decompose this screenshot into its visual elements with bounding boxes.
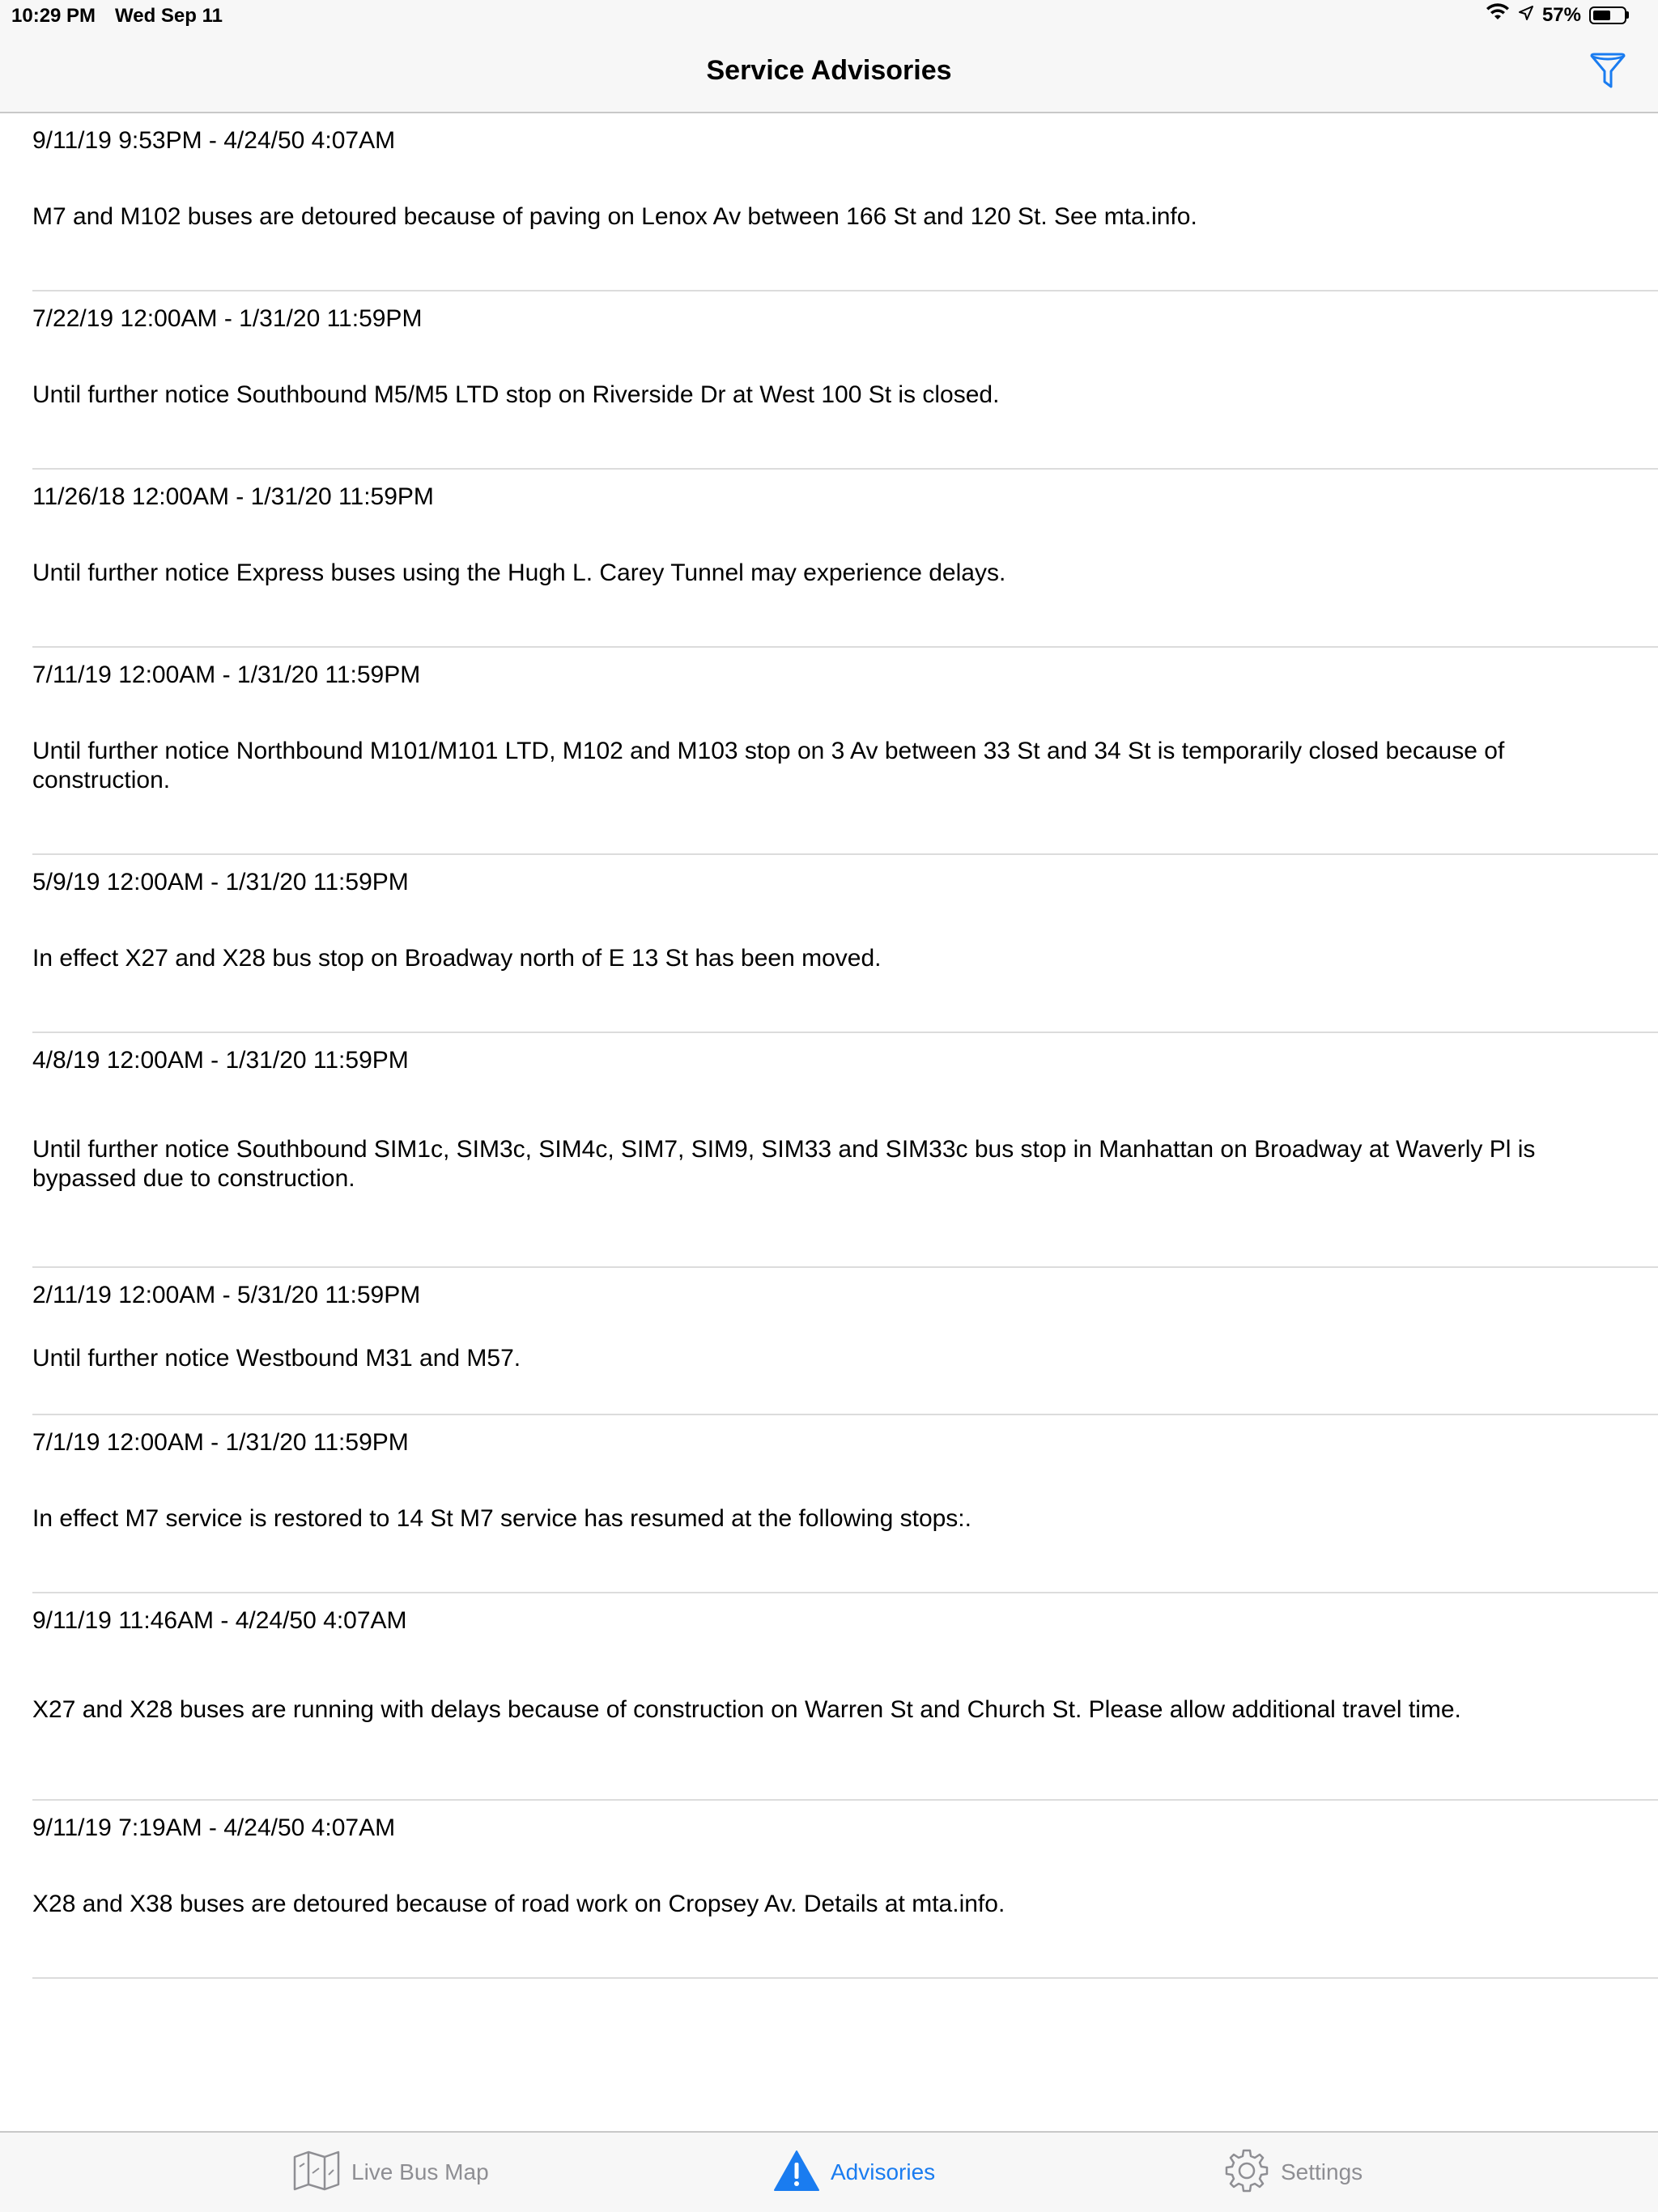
- funnel-icon[interactable]: [1589, 52, 1626, 95]
- tab-bar: [0, 2131, 1658, 2212]
- advisory-text: In effect M7 service is restored to 14 St M7 service has resumed at the following stops:.: [32, 1505, 971, 1532]
- battery-icon: [1589, 6, 1629, 24]
- advisory-date-range: 9/11/19 7:19AM - 4/24/50 4:07AM: [32, 1814, 396, 1841]
- advisory-date-range: 7/22/19 12:00AM - 1/31/20 11:59PM: [32, 305, 423, 332]
- tab-advisories[interactable]: [774, 2133, 935, 2212]
- advisory-date-range: 11/26/18 12:00AM - 1/31/20 11:59PM: [32, 483, 434, 510]
- advisory-date-range: 9/11/19 11:46AM - 4/24/50 4:07AM: [32, 1607, 407, 1634]
- list-item[interactable]: [32, 855, 1658, 1033]
- list-item[interactable]: [32, 1268, 1658, 1415]
- battery-percent: 57%: [1541, 3, 1581, 26]
- tab-label: Advisories: [831, 2159, 936, 2184]
- gear-icon: [1224, 2148, 1269, 2197]
- list-item[interactable]: [32, 648, 1658, 855]
- advisory-text: In effect X27 and X28 bus stop on Broadway north of E 13 St has been moved.: [32, 945, 882, 972]
- advisory-text: Until further notice Northbound M101/M101 LTD, M102 and M103 stop on 3 Av between 33 St and 34 St is temporarily closed because of construction.: [32, 738, 1505, 793]
- advisory-date-range: 2/11/19 12:00AM - 5/31/20 11:59PM: [32, 1282, 421, 1308]
- advisory-text: Until further notice Southbound SIM1c, SIM3c, SIM4c, SIM7, SIM9, SIM33 and SIM33c bus stop in Manhattan on Broadway at Waverly Pl is bypassed due to construction.: [32, 1136, 1536, 1192]
- advisory-date-range: 5/9/19 12:00AM - 1/31/20 11:59PM: [32, 869, 409, 895]
- list-item[interactable]: [32, 1593, 1658, 1801]
- tab-label: Settings: [1281, 2159, 1363, 2184]
- tab-label: Live Bus Map: [351, 2159, 489, 2184]
- advisory-text: Until further notice Express buses using the Hugh L. Carey Tunnel may experience delays.: [32, 559, 1006, 586]
- list-item[interactable]: [32, 1801, 1658, 1979]
- advisory-date-range: 9/11/19 9:53PM - 4/24/50 4:07AM: [32, 127, 396, 154]
- page-title: Service Advisories: [706, 55, 952, 86]
- wifi-icon: [1486, 3, 1510, 27]
- warning-icon: [774, 2150, 819, 2196]
- status-indicators: [1486, 3, 1629, 27]
- advisory-list: [32, 113, 1658, 1979]
- location-arrow-icon: [1518, 4, 1534, 27]
- advisory-text: M7 and M102 buses are detoured because of paving on Lenox Av between 166 St and 120 St. See mta.info.: [32, 203, 1197, 230]
- status-time: 10:29 PM: [11, 5, 96, 27]
- status-date: Wed Sep 11: [115, 5, 223, 27]
- advisory-text: Until further notice Westbound M31 and M57.: [32, 1345, 521, 1372]
- tab-live-bus-map[interactable]: [293, 2133, 489, 2212]
- advisory-date-range: 7/1/19 12:00AM - 1/31/20 11:59PM: [32, 1429, 409, 1456]
- list-item[interactable]: [32, 113, 1658, 291]
- filter-button[interactable]: [1585, 50, 1630, 96]
- list-item[interactable]: [32, 1415, 1658, 1593]
- map-icon: [293, 2150, 340, 2195]
- advisory-date-range: 4/8/19 12:00AM - 1/31/20 11:59PM: [32, 1047, 409, 1074]
- advisory-text: X28 and X38 buses are detoured because of road work on Cropsey Av. Details at mta.info.: [32, 1891, 1005, 1917]
- navigation-bar: [0, 32, 1658, 113]
- advisory-text: X27 and X28 buses are running with delays because of construction on Warren St and Church St. Please allow additional travel time.: [32, 1696, 1461, 1723]
- tab-settings[interactable]: [1224, 2133, 1363, 2212]
- advisory-date-range: 7/11/19 12:00AM - 1/31/20 11:59PM: [32, 661, 421, 688]
- advisory-text: Until further notice Southbound M5/M5 LTD stop on Riverside Dr at West 100 St is closed.: [32, 381, 1000, 408]
- status-bar: [0, 0, 1658, 32]
- list-item[interactable]: [32, 470, 1658, 648]
- list-item[interactable]: [32, 1033, 1658, 1268]
- list-item[interactable]: [32, 291, 1658, 470]
